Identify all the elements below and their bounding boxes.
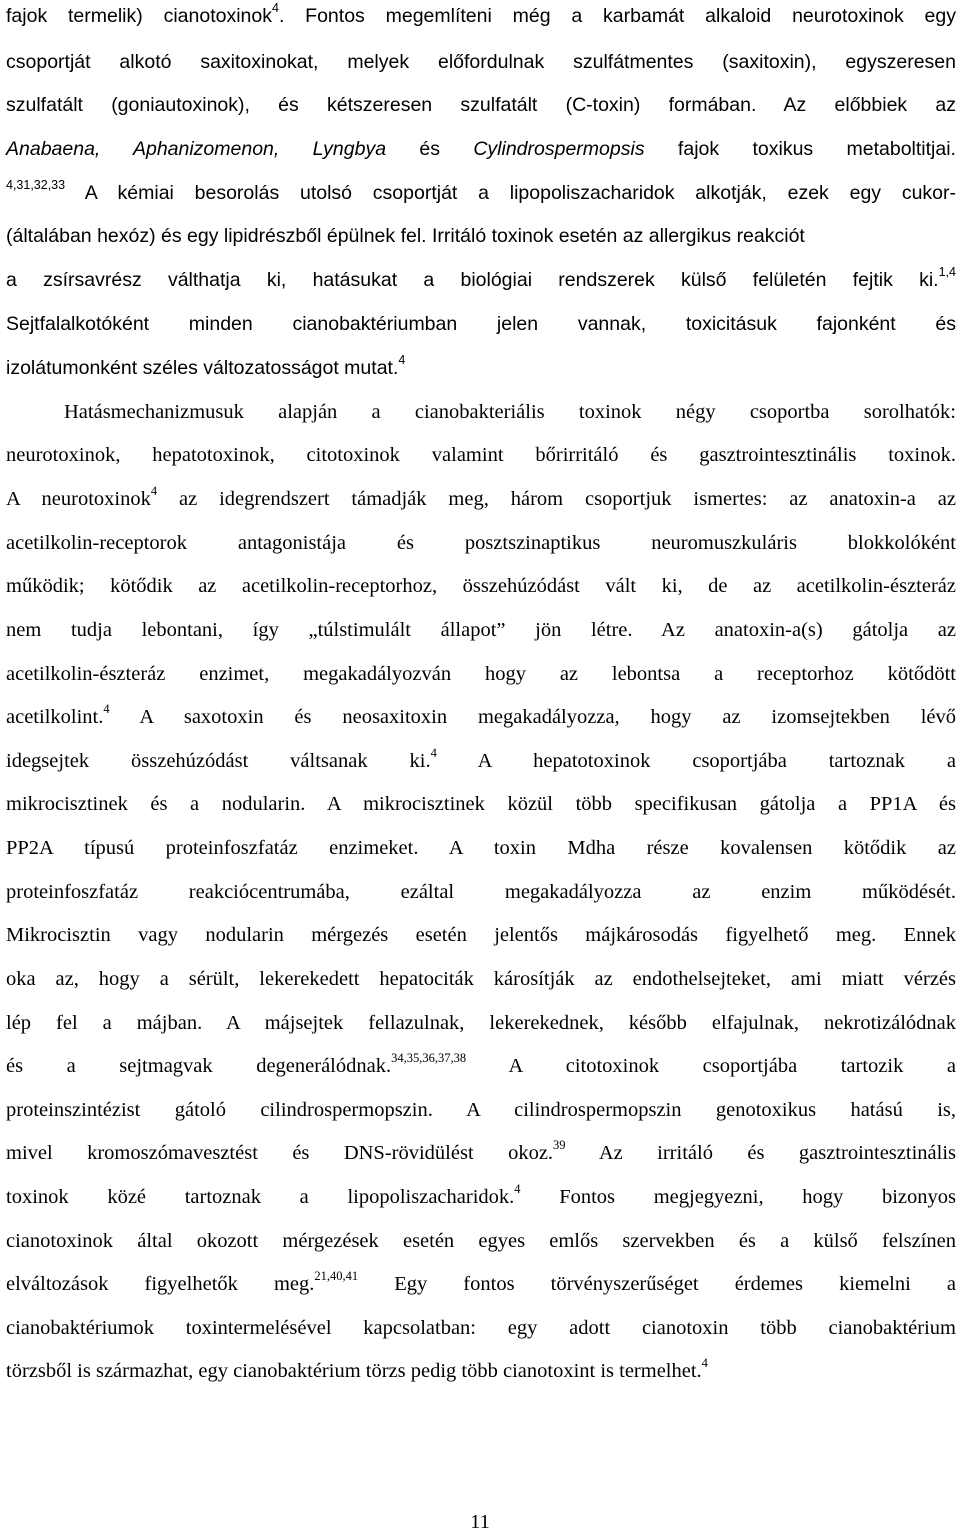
citation-superscript: 4 <box>398 353 406 367</box>
text-line: nem tudja lebontani, így „túlstimulált állapot” jön létre. Az anatoxin-a(s) gátolja az <box>6 619 956 641</box>
citation-superscript: 34,35,36,37,38 <box>391 1051 467 1065</box>
citation-superscript: 4 <box>103 702 110 716</box>
citation-superscript: 39 <box>553 1138 566 1152</box>
text-line: csoportját alkotó saxitoxinokat, melyek előfordulnak szulfátmentes (saxitoxin), egyszeresen <box>6 51 956 73</box>
citation-superscript: 4 <box>430 746 437 760</box>
text-line: neurotoxinok, hepatotoxinok, citotoxinok valamint bőrirritáló és gasztrointesztinális toxinok. <box>6 444 956 466</box>
text-line: $^{4,31,32,33}$ A kémiai besorolás utolsó csoportját a lipopoliszacharidok alkotják, ezek egy cukor- <box>6 178 956 204</box>
text-line: (általában hexóz) és egy lipidrészből épülnek fel. Irritáló toxinok esetén az allergikus reakciót <box>6 225 805 247</box>
text-line: izolátumonként széles változatosságot mutat.$^4$ <box>6 353 406 379</box>
citation-superscript: 4,31,32,33 <box>6 178 66 192</box>
text-line: elváltozások figyelhetők meg.$^{21,40,41}$ Egy fontos törvényszerűséget érdemes kiemelni a <box>6 1269 956 1295</box>
text-line: A neurotoxinok$^4$ az idegrendszert támadják meg, három csoportjuk ismertes: az anatoxin-a az <box>6 484 956 510</box>
text-line: működik; kötődik az acetilkolin-receptorhoz, összehúzódást vált ki, de az acetilkolin-észteráz <box>6 575 956 597</box>
text-line: acetilkolin-receptorok antagonistája és posztszinaptikus neuromuszkuláris blokkolóként <box>6 532 956 554</box>
citation-superscript: 1,4 <box>938 265 956 279</box>
text-line: a zsírsavrész válthatja ki, hatásukat a biológiai rendszerek külső felületén fejtik ki.$^{1,4}$ <box>6 265 956 291</box>
text-line: proteinfoszfatáz reakciócentrumába, ezáltal megakadályozza az enzim működését. <box>6 881 956 903</box>
text-line: mikrocisztinek és a nodularin. A mikrocisztinek közül több specifikusan gátolja a PP1A és <box>6 793 956 815</box>
text-line: idegsejtek összehúzódást váltsanak ki.$^4$ A hepatotoxinok csoportjába tartoznak a <box>6 746 957 772</box>
paragraph-first-line: Hatásmechanizmusuk alapján a cianobakteriális toxinok négy csoportba sorolhatók: <box>64 401 956 423</box>
page-number: 11 <box>470 1511 490 1533</box>
citation-superscript: 4 <box>150 484 158 498</box>
citation-superscript: 4 <box>701 1356 708 1370</box>
citation-superscript: 4 <box>271 1 279 15</box>
text-line: törzsből is származhat, egy cianobaktérium törzs pedig több cianotoxint is termelhet.$^4$ <box>6 1356 708 1382</box>
text-line: PP2A típusú proteinfoszfatáz enzimeket. A toxin Mdha része kovalensen kötődik az <box>6 837 956 859</box>
text-line: oka az, hogy a sérült, lekerekedett hepatociták károsítják az endothelsejteket, ami miatt vérzés <box>6 968 956 990</box>
citation-superscript: 4 <box>514 1182 521 1196</box>
text-line: cianobaktériumok toxintermelésével kapcsolatban: egy adott cianotoxin több cianobaktérium <box>6 1317 956 1339</box>
text-line: cianotoxinok által okozott mérgezések esetén egyes emlős szervekben és a külső felszínen <box>6 1230 956 1252</box>
text-line: lép fel a májban. A májsejtek fellazulnak, lekerekednek, később elfajulnak, nekrotizálódnak <box>6 1012 956 1034</box>
text-line: Sejtfalalkotóként minden cianobaktériumban jelen vannak, toxicitásuk fajonként és <box>6 313 956 335</box>
text-line: Anabaena, Aphanizomenon, Lyngbya és Cylindrospermopsis fajok toxikus metaboltitjai. <box>6 138 956 160</box>
citation-superscript: 21,40,41 <box>314 1269 359 1283</box>
text-line: fajok termelik) cianotoxinok$^4$. Fontos megemlíteni még a karbamát alkaloid neurotoxinok egy <box>6 1 956 27</box>
text-line: acetilkolin-észteráz enzimet, megakadályozván hogy az lebontsa a receptorhoz kötődött <box>6 663 956 685</box>
text-line: toxinok közé tartoznak a lipopoliszacharidok.$^4$ Fontos megjegyezni, hogy bizonyos <box>6 1182 956 1208</box>
text-line: Mikrocisztin vagy nodularin mérgezés esetén jelentős májkárosodás figyelhető meg. Ennek <box>6 924 956 946</box>
text-line: acetilkolint.$^4$ A saxotoxin és neosaxitoxin megakadályozza, hogy az izomsejtekben lévő <box>6 702 956 728</box>
text-line: mivel kromoszómavesztést és DNS-rövidülést okoz.$^{39}$ Az irritáló és gasztrointesztinális <box>6 1138 956 1164</box>
text-line: szulfatált (goniautoxinok), és kétszeresen szulfatált (C-toxin) formában. Az előbbiek az <box>6 94 956 116</box>
text-line: proteinszintézist gátoló cilindrospermopszin. A cilindrospermopszin genotoxikus hatású is, <box>6 1099 956 1121</box>
text-line: és a sejtmagvak degenerálódnak.$^{34,35,36,37,38}$ A citotoxinok csoportjába tartozik a <box>6 1051 956 1077</box>
